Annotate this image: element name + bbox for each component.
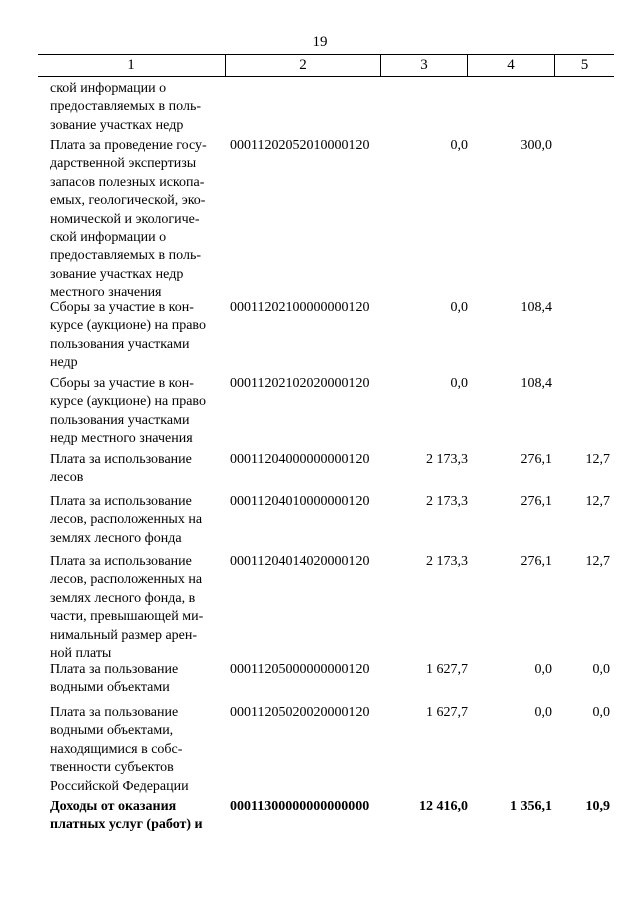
row-col-4: 0,0 bbox=[534, 662, 552, 677]
row-col-5: 12,7 bbox=[585, 554, 610, 569]
header-col-2: 2 bbox=[299, 57, 307, 73]
header-col-5: 5 bbox=[580, 57, 589, 73]
row-name-line: дарственной экспертизы bbox=[50, 156, 197, 172]
row-code: 00011204000000000120 bbox=[230, 452, 370, 467]
row-name-line: ной платы bbox=[50, 646, 112, 662]
row-name-line: Плата за использование bbox=[50, 554, 192, 569]
row-col-4: 276,1 bbox=[520, 494, 552, 509]
row-name-line: запасов полезных ископа- bbox=[50, 174, 205, 190]
row-code: 00011205020020000120 bbox=[230, 705, 370, 720]
row-name-line: пользования участками bbox=[50, 336, 190, 352]
row-name-line: предоставляемых в поль- bbox=[50, 248, 201, 264]
header-col-4: 4 bbox=[507, 57, 515, 73]
row-name bbox=[50, 553, 230, 663]
row-code: 00011204014020000120 bbox=[230, 554, 370, 569]
row-name-line: Сборы за участие в кон- bbox=[50, 300, 194, 315]
row-col-5: 0,0 bbox=[592, 662, 610, 677]
row-name-line: ской информации о bbox=[50, 230, 167, 246]
row-name-line: Плата за пользование bbox=[50, 705, 179, 720]
row-name-line: лесов bbox=[50, 470, 84, 486]
row-name-line: пользования участками bbox=[50, 412, 190, 428]
row-name-line: Плата за использование bbox=[50, 452, 192, 467]
row-name-line: Плата за проведение госу- bbox=[50, 138, 207, 153]
row-col-3: 2 173,3 bbox=[426, 452, 468, 467]
row-name-line: Доходы от оказания bbox=[50, 799, 177, 814]
row-col-4: 108,4 bbox=[520, 376, 552, 391]
row-name-line: номической и экологиче- bbox=[50, 211, 200, 227]
row-col-5: 12,7 bbox=[585, 494, 610, 509]
row-name-line: емых, геологической, эко- bbox=[50, 193, 206, 209]
row-col-3: 2 173,3 bbox=[426, 554, 468, 569]
row-name-line: зование участках недр bbox=[50, 266, 184, 282]
row-col-5: 0,0 bbox=[592, 705, 610, 720]
row-name-line: местного значения bbox=[50, 285, 162, 301]
row-name bbox=[50, 493, 230, 548]
row-name-line: платных услуг (работ) и bbox=[50, 817, 203, 833]
row-col-5: 10,9 bbox=[585, 799, 610, 814]
row-col-4: 276,1 bbox=[520, 554, 552, 569]
row-col-4: 1 356,1 bbox=[510, 799, 552, 814]
row-col-4: 300,0 bbox=[520, 138, 552, 153]
header-col-1: 1 bbox=[127, 57, 135, 73]
row-name-line: курсе (аукционе) на право bbox=[50, 318, 206, 334]
header-col-3: 3 bbox=[420, 57, 428, 73]
row-code: 00011202102020000120 bbox=[230, 376, 370, 391]
row-name-line: Сборы за участие в кон- bbox=[50, 376, 194, 391]
row-col-3: 1 627,7 bbox=[426, 662, 468, 677]
row-name-line: недр bbox=[50, 355, 78, 371]
row-name-line: водными объектами, bbox=[50, 723, 174, 739]
row-name-line: нимальный размер арен- bbox=[50, 627, 198, 643]
row-code: 00011205000000000120 bbox=[230, 662, 370, 677]
row-name-line: водными объектами bbox=[50, 680, 170, 696]
row-col-4: 0,0 bbox=[534, 705, 552, 720]
row-name-line: лесов, расположенных на bbox=[50, 512, 203, 528]
row-col-3: 0,0 bbox=[450, 300, 468, 315]
row-name bbox=[50, 451, 230, 488]
row-name bbox=[50, 137, 230, 303]
row-col-3: 2 173,3 bbox=[426, 494, 468, 509]
row-name bbox=[50, 80, 230, 135]
page-number: 19 bbox=[312, 34, 328, 50]
row-code: 00011202052010000120 bbox=[230, 138, 370, 153]
row-name-line: землях лесного фонда bbox=[50, 530, 182, 546]
row-name-line: зование участках недр bbox=[50, 117, 184, 133]
row-name-line: землях лесного фонда, в bbox=[50, 590, 196, 606]
row-name bbox=[50, 299, 230, 373]
row-code: 00011300000000000000 bbox=[230, 799, 370, 814]
table-header bbox=[38, 54, 614, 77]
row-name-line: твенности субъектов bbox=[50, 760, 174, 776]
row-col-3: 1 627,7 bbox=[426, 705, 468, 720]
row-name-line: курсе (аукционе) на право bbox=[50, 394, 206, 410]
row-col-4: 276,1 bbox=[520, 452, 552, 467]
row-name-line: недр местного значения bbox=[50, 431, 193, 447]
row-name-line: лесов, расположенных на bbox=[50, 572, 203, 588]
row-name-line: Российской Федерации bbox=[50, 778, 189, 794]
row-name-line: находящимися в собс- bbox=[50, 741, 183, 757]
row-name bbox=[50, 798, 230, 835]
row-name-line: Плата за пользование bbox=[50, 662, 179, 677]
row-col-3: 0,0 bbox=[450, 376, 468, 391]
row-name bbox=[50, 375, 230, 449]
row-col-3: 12 416,0 bbox=[419, 799, 468, 814]
row-code: 00011204010000000120 bbox=[230, 494, 370, 509]
row-col-4: 108,4 bbox=[520, 300, 552, 315]
row-col-3: 0,0 bbox=[450, 138, 468, 153]
row-name-line: предоставляемых в поль- bbox=[50, 99, 201, 115]
row-name bbox=[50, 661, 230, 698]
row-name-line: части, превышающей ми- bbox=[50, 609, 204, 625]
row-name-line: Плата за использование bbox=[50, 494, 192, 509]
row-name-line: ской информации о bbox=[50, 81, 167, 96]
row-name bbox=[50, 704, 230, 796]
row-code: 00011202100000000120 bbox=[230, 300, 370, 315]
row-col-5: 12,7 bbox=[585, 452, 610, 467]
